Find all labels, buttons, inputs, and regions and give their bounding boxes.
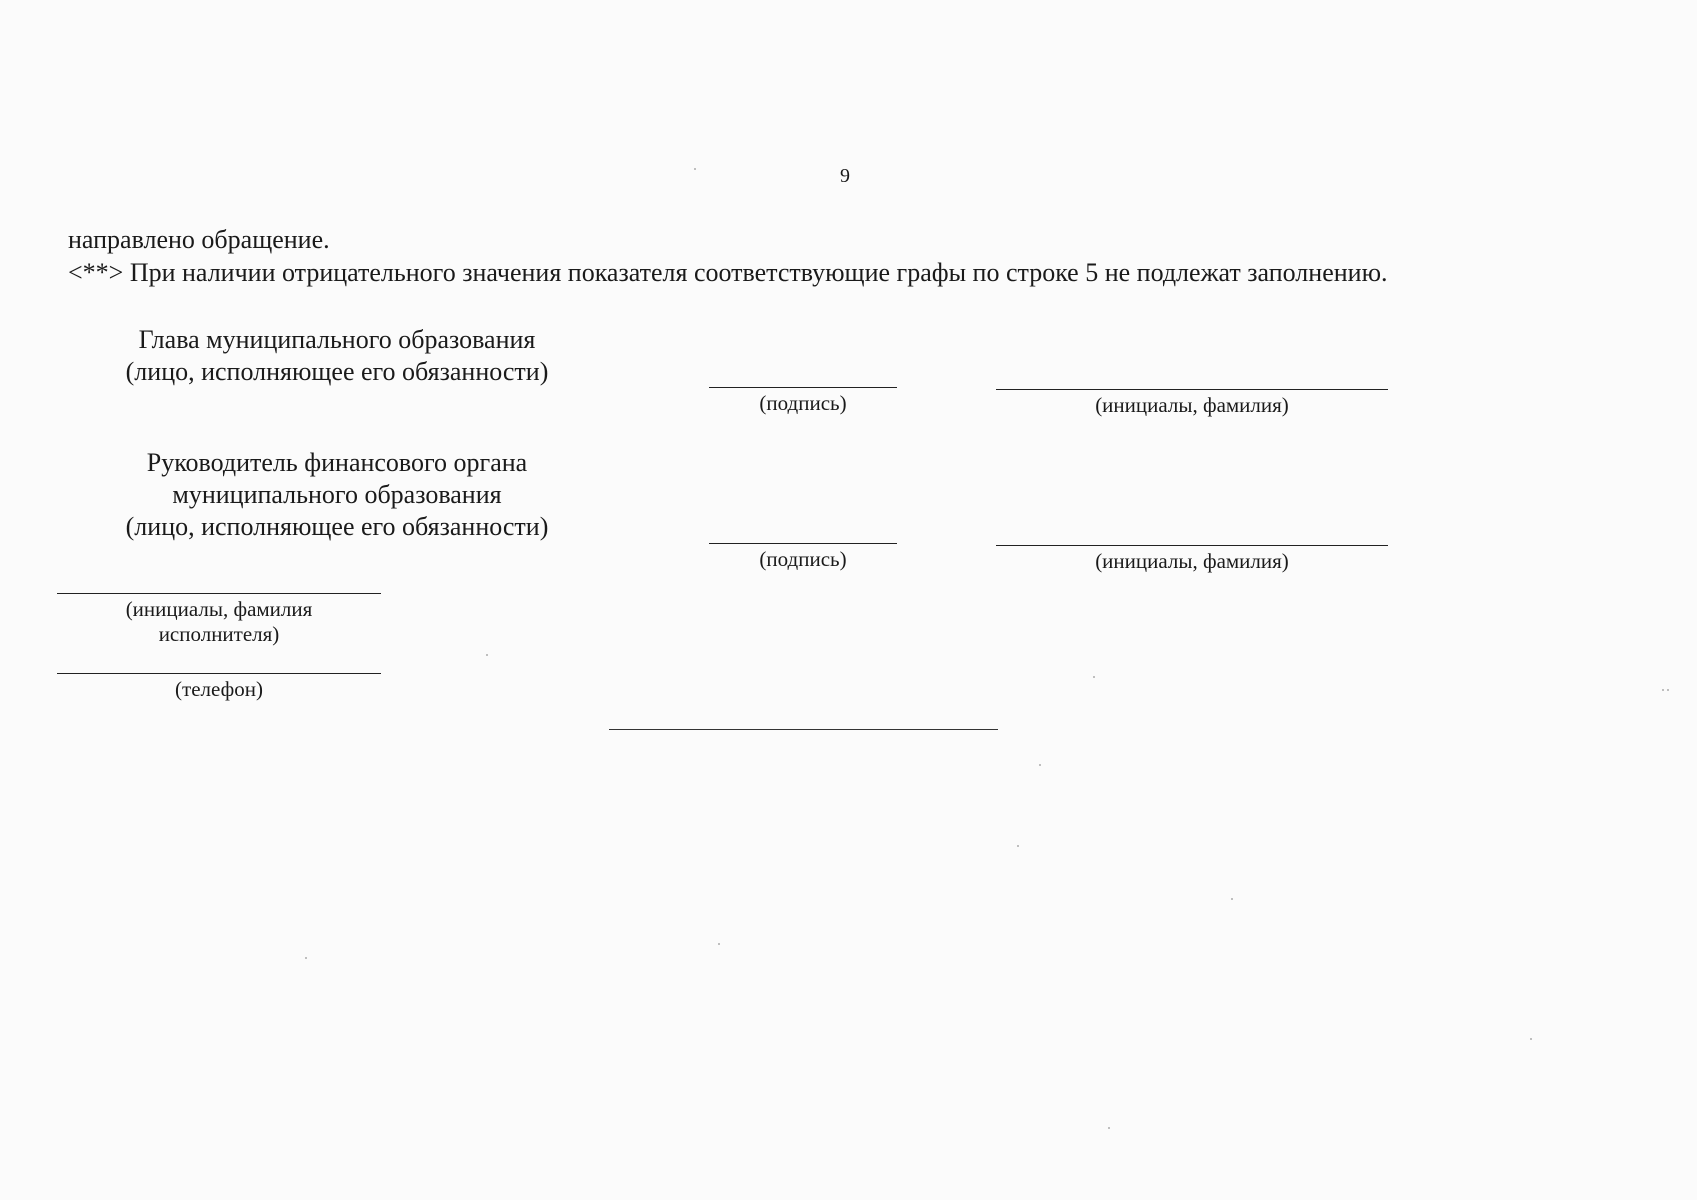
head-title-line-1: Глава муниципального образования: [138, 325, 536, 354]
footnote-double-asterisk: <**> При наличии отрицательного значения показателя соответствующие графы по строке 5 не подлежат заполнению.: [68, 258, 1388, 287]
scan-speck: [1108, 1127, 1110, 1129]
finance-title-line-2: муниципального образования: [172, 480, 502, 509]
scan-speck: [1667, 689, 1669, 691]
executor-phone-caption: (телефон): [175, 677, 263, 701]
finance-signature-caption: (подпись): [759, 547, 847, 571]
scan-speck: [1039, 764, 1041, 766]
executor-name-caption-line-1: (инициалы, фамилия: [125, 597, 313, 621]
scan-speck: [694, 168, 696, 170]
footnote-continuation: направлено обращение.: [68, 225, 330, 254]
scan-speck: [486, 654, 488, 656]
finance-title-line-3: (лицо, исполняющее его обязанности): [125, 512, 549, 541]
closing-rule: [609, 729, 998, 730]
finance-name-line[interactable]: [996, 545, 1388, 546]
head-title-block: [77, 324, 597, 388]
executor-name-line[interactable]: [57, 593, 381, 594]
finance-title-block: [77, 447, 597, 543]
head-title-line-2: (лицо, исполняющее его обязанности): [125, 357, 549, 386]
finance-title-line-1: Руководитель финансового органа: [146, 448, 528, 477]
finance-signature-line[interactable]: [709, 543, 897, 544]
head-name-caption: (инициалы, фамилия): [1095, 393, 1289, 417]
executor-name-caption-line-2: исполнителя): [158, 622, 280, 646]
head-signature-caption: (подпись): [759, 391, 847, 415]
scan-speck: [1231, 898, 1233, 900]
scan-speck: [1530, 1038, 1532, 1040]
head-signature-line[interactable]: [709, 387, 897, 388]
executor-name-caption: [57, 597, 381, 647]
page-number: 9: [840, 165, 850, 187]
scan-speck: [305, 957, 307, 959]
head-name-line[interactable]: [996, 389, 1388, 390]
executor-phone-line[interactable]: [57, 673, 381, 674]
scan-speck: [1093, 676, 1095, 678]
finance-name-caption: (инициалы, фамилия): [1095, 549, 1289, 573]
scan-speck: [1662, 689, 1664, 691]
scan-speck: [718, 943, 720, 945]
scan-speck: [1017, 845, 1019, 847]
